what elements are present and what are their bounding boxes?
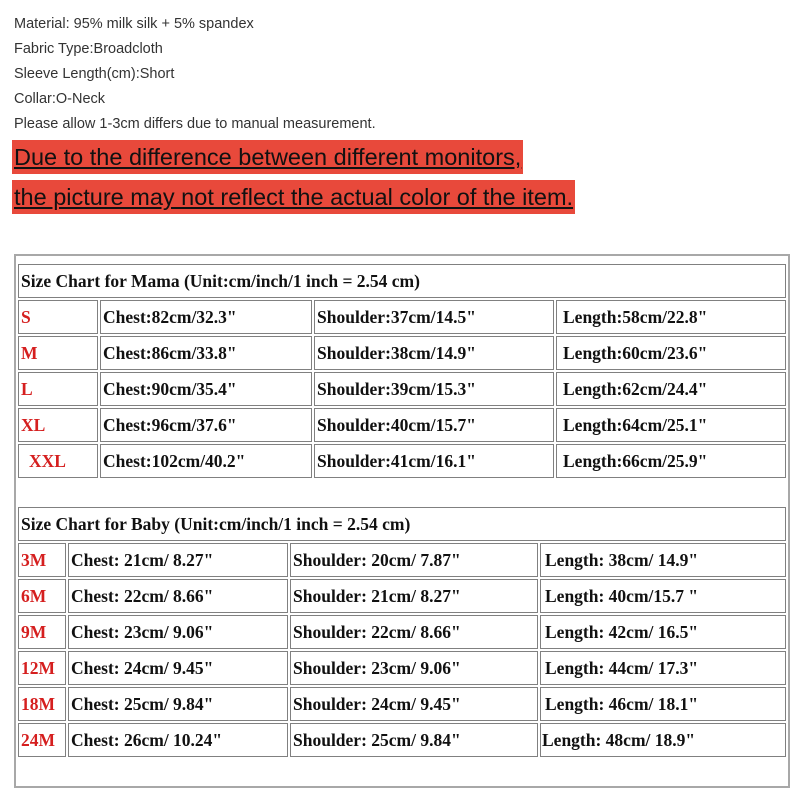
size-label: 12M: [18, 651, 66, 685]
shoulder-cell: Shoulder:38cm/14.9": [314, 336, 554, 370]
size-label: M: [18, 336, 98, 370]
size-label: L: [18, 372, 98, 406]
size-label: XL: [18, 408, 98, 442]
length-cell: Length: 46cm/ 18.1": [540, 687, 786, 721]
table-title-row: [18, 507, 786, 541]
size-label: 18M: [18, 687, 66, 721]
shoulder-cell: Shoulder:41cm/16.1": [314, 444, 554, 478]
length-cell: Length: 38cm/ 14.9": [540, 543, 786, 577]
fabric-type-line: Fabric Type:Broadcloth: [14, 41, 163, 57]
sleeve-length-line: Sleeve Length(cm):Short: [14, 66, 175, 82]
table-title-row: [18, 264, 786, 298]
collar-line: Collar:O-Neck: [14, 91, 106, 107]
chest-cell: Chest:96cm/37.6": [100, 408, 312, 442]
color-notice-line-2: the picture may not reflect the actual color of the item.: [12, 180, 575, 214]
table-row: [18, 444, 786, 478]
shoulder-cell: Shoulder: 23cm/ 9.06": [290, 651, 538, 685]
table-row: [18, 543, 786, 577]
table-row: [18, 579, 786, 613]
length-cell: Length:58cm/22.8": [556, 300, 786, 334]
length-cell: Length:64cm/25.1": [556, 408, 786, 442]
length-cell: Length:60cm/23.6": [556, 336, 786, 370]
chest-cell: Chest: 21cm/ 8.27": [68, 543, 288, 577]
table-row: [18, 687, 786, 721]
size-label: 9M: [18, 615, 66, 649]
chest-cell: Chest:86cm/33.8": [100, 336, 312, 370]
measurement-note: Please allow 1-3cm differs due to manual measurement.: [14, 116, 376, 132]
mama-table-title: Size Chart for Mama (Unit:cm/inch/1 inch = 2.54 cm): [18, 264, 786, 298]
shoulder-cell: Shoulder: 20cm/ 7.87": [290, 543, 538, 577]
shoulder-cell: Shoulder:39cm/15.3": [314, 372, 554, 406]
shoulder-cell: Shoulder: 22cm/ 8.66": [290, 615, 538, 649]
chest-cell: Chest:82cm/32.3": [100, 300, 312, 334]
table-row: [18, 615, 786, 649]
chest-cell: Chest: 22cm/ 8.66": [68, 579, 288, 613]
chest-cell: Chest:90cm/35.4": [100, 372, 312, 406]
size-label: 3M: [18, 543, 66, 577]
table-row: [18, 300, 786, 334]
color-notice-line-1: Due to the difference between different monitors,: [12, 140, 523, 174]
table-row: [18, 408, 786, 442]
chest-cell: Chest:102cm/40.2": [100, 444, 312, 478]
size-label: 6M: [18, 579, 66, 613]
length-cell: Length: 48cm/ 18.9": [540, 723, 786, 757]
shoulder-cell: Shoulder: 21cm/ 8.27": [290, 579, 538, 613]
shoulder-cell: Shoulder: 25cm/ 9.84": [290, 723, 538, 757]
baby-size-table: [16, 505, 788, 759]
shoulder-cell: Shoulder: 24cm/ 9.45": [290, 687, 538, 721]
table-row: [18, 723, 786, 757]
product-info: [14, 12, 376, 137]
chest-cell: Chest: 26cm/ 10.24": [68, 723, 288, 757]
chest-cell: Chest: 24cm/ 9.45": [68, 651, 288, 685]
size-label: 24M: [18, 723, 66, 757]
mama-size-table: [16, 262, 788, 480]
length-cell: Length: 42cm/ 16.5": [540, 615, 786, 649]
chest-cell: Chest: 25cm/ 9.84": [68, 687, 288, 721]
size-label: XXL: [18, 444, 98, 478]
length-cell: Length: 44cm/ 17.3": [540, 651, 786, 685]
shoulder-cell: Shoulder:37cm/14.5": [314, 300, 554, 334]
shoulder-cell: Shoulder:40cm/15.7": [314, 408, 554, 442]
material-line: Material: 95% milk silk + 5% spandex: [14, 16, 254, 32]
chest-cell: Chest: 23cm/ 9.06": [68, 615, 288, 649]
table-row: [18, 372, 786, 406]
table-row: [18, 651, 786, 685]
length-cell: Length:62cm/24.4": [556, 372, 786, 406]
length-cell: Length: 40cm/15.7 ": [540, 579, 786, 613]
length-cell: Length:66cm/25.9": [556, 444, 786, 478]
table-row: [18, 336, 786, 370]
size-label: S: [18, 300, 98, 334]
baby-table-title: Size Chart for Baby (Unit:cm/inch/1 inch = 2.54 cm): [18, 507, 786, 541]
